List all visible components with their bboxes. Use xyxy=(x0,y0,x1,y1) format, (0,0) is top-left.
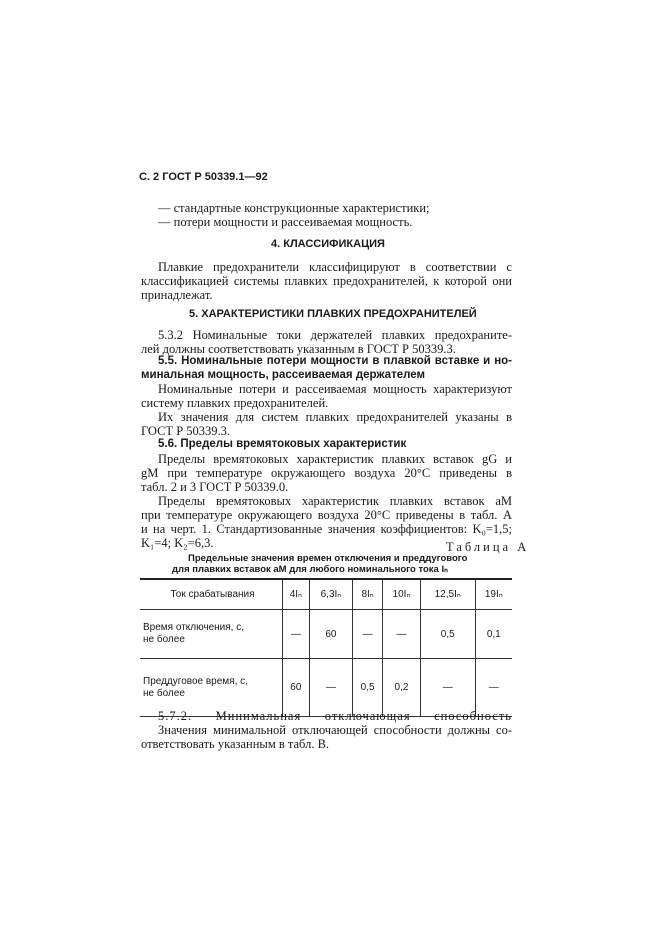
table-cell: 0,1 xyxy=(475,610,512,659)
table-cell: — xyxy=(383,610,421,659)
table-cell: — xyxy=(283,610,310,659)
paragraph-line: gM при температуре окружающего воздуха 20°С приведены в xyxy=(141,466,512,480)
table-cell: 60 xyxy=(309,610,352,659)
intro-line: — потери мощности и рассеиваемая мощность. xyxy=(158,215,413,229)
table-cell: 60 xyxy=(283,659,310,717)
paragraph-line: лей должны соответствовать указанным в ГОСТ Р 50339.3. xyxy=(141,342,456,356)
section-4-line: классификацией системы плавких предохранителей, к которой они xyxy=(141,274,512,288)
paragraph-line: Номинальные потери и рассеиваемая мощность характеризуют xyxy=(158,382,512,396)
table-header-cell: Ток срабатывания xyxy=(140,579,283,610)
section-4-line: Плавкие предохранители классифицируют в соответствии с xyxy=(158,260,512,274)
row-label xyxy=(140,659,283,717)
paragraph-line: ответствовать указанным в табл. В. xyxy=(141,737,330,751)
table-cell: — xyxy=(420,659,475,717)
paragraph-line: Пределы времятоковых характеристик плавких вставок gG и xyxy=(158,452,512,466)
data-table xyxy=(140,578,512,717)
paragraph-line: Их значения для систем плавких предохранителей указаны в xyxy=(158,410,512,424)
page-header: С. 2 ГОСТ Р 50339.1—92 xyxy=(139,171,268,183)
paragraph-line: Пределы времятоковых характеристик плавких вставок aM xyxy=(158,494,512,508)
paragraph-line: Значения минимальной отключающей способности должны со- xyxy=(158,723,512,737)
subsection-title: 5.6. Пределы времятоковых характеристик xyxy=(158,438,407,450)
row-label-line: Время отключения, с, xyxy=(143,622,245,633)
table-cell: — xyxy=(353,610,383,659)
table-cell: — xyxy=(309,659,352,717)
section-5-title: 5. ХАРАКТЕРИСТИКИ ПЛАВКИХ ПРЕДОХРАНИТЕЛЕЙ xyxy=(189,308,477,320)
table-header-cell: 6,3Iₙ xyxy=(309,579,352,610)
paragraph-line: при температуре окружающего воздуха 20°С приведены в табл. А xyxy=(141,508,512,522)
row-label-line: Преддуговое время, с, xyxy=(143,675,248,687)
table-label: Таблица А xyxy=(446,540,530,554)
intro-line: — стандартные конструкционные характеристики; xyxy=(158,201,430,215)
table-caption: Предельные значения времен отключения и преддугового xyxy=(188,553,468,564)
table-row xyxy=(140,610,512,659)
paragraph-line: систему плавких предохранителей. xyxy=(141,396,329,410)
table-cell: 0,5 xyxy=(420,610,475,659)
paragraph-line: K₁=4; K₂=6,3. xyxy=(141,536,214,550)
subsection-title: 5.5. Номинальные потери мощности в плавкой вставке и но- xyxy=(158,355,512,367)
table-header-row xyxy=(140,579,512,610)
row-label-line: не более xyxy=(143,634,185,645)
table-cell: — xyxy=(475,659,512,717)
table-header-cell: 8Iₙ xyxy=(353,579,383,610)
table-caption: для плавких вставок aM для любого номинального тока Iₙ xyxy=(172,564,448,575)
subsection-title: минальная мощность, рассеиваемая держателем xyxy=(141,369,426,381)
table-header-cell: 12,5Iₙ xyxy=(420,579,475,610)
table-header-cell: 4Iₙ xyxy=(283,579,310,610)
section-4-title: 4. КЛАССИФИКАЦИЯ xyxy=(271,238,385,250)
table-cell: 0,5 xyxy=(353,659,383,717)
paragraph-line: 5.3.2 Номинальные токи держателей плавких предохраните- xyxy=(158,328,512,342)
paragraph-line: табл. 2 и 3 ГОСТ Р 50339.0. xyxy=(141,480,289,494)
table-row xyxy=(140,659,512,717)
table-header-cell: 10Iₙ xyxy=(383,579,421,610)
section-572-title: 5.7.2. Минимальная отключающая способность xyxy=(158,709,512,723)
row-label xyxy=(140,610,283,659)
paragraph-line: ГОСТ Р 50339.3. xyxy=(141,424,231,438)
table-cell: 0,2 xyxy=(383,659,421,717)
paragraph-line: и на черт. 1. Стандартизованные значения коэффициентов: K₀=1,5; xyxy=(141,522,512,536)
table-header-cell: 19Iₙ xyxy=(475,579,512,610)
row-label-line: не более xyxy=(143,687,185,699)
section-4-line: принадлежат. xyxy=(141,288,213,302)
